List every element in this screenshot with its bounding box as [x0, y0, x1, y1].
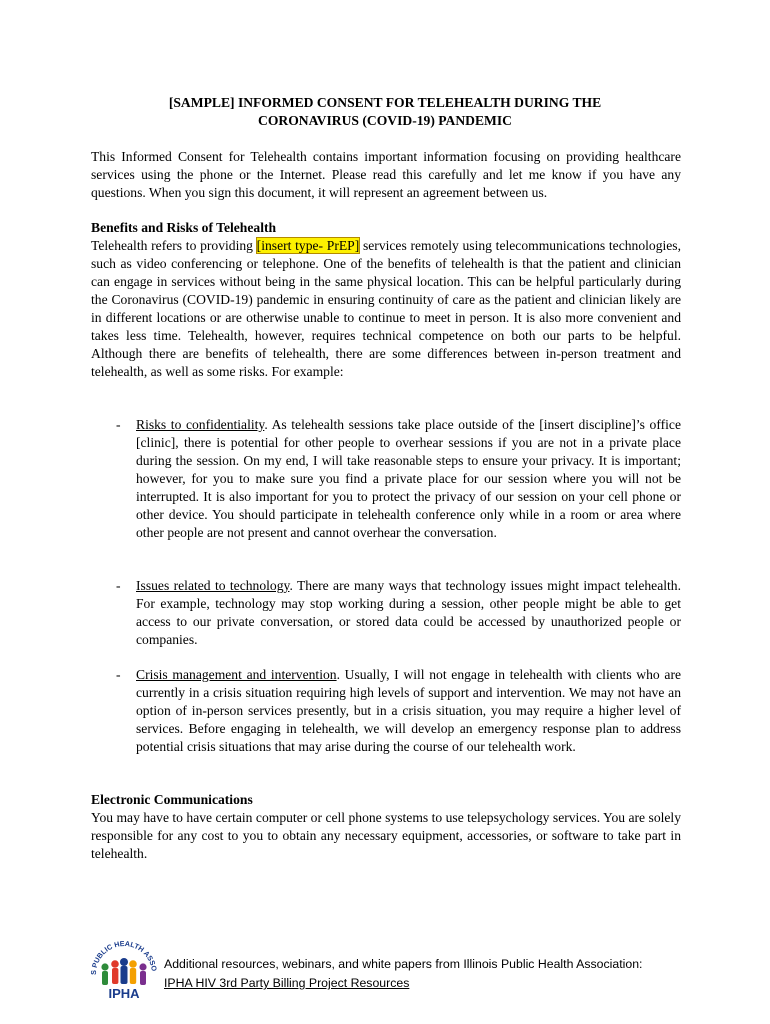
list-item-body: . There are many ways that technology issues might impact telehealth. For example, technology may stop working during a session, other people might be able to get access to our private conversation, or stored data could be accessed by unauthorized people or companies.: [136, 578, 681, 647]
list-item-term: Issues related to technology: [136, 578, 290, 593]
list-item-body: . As telehealth sessions take place outside of the [insert discipline]’s office [clinic], there is potential for other people to overhear sessions if you are not in a private place during the session. On my end, I will take reasonable steps to ensure your privacy. It is important; however, for you to make sure you find a private place for our session where you will not be interrupted. It is also important for you to protect the privacy of our session on your cell phone or other device. You should participate in telehealth conference only while in a room or area where other people are not present and cannot overhear the conversation.: [136, 417, 681, 540]
footer: [164, 955, 642, 993]
title-line-1: [SAMPLE] INFORMED CONSENT FOR TELEHEALTH DURING THE: [168, 95, 602, 110]
title-line-2: CORONAVIRUS (COVID-19) PANDEMIC: [258, 113, 512, 128]
list-dash: -: [116, 667, 121, 682]
logo-wordmark: IPHA: [108, 986, 140, 1001]
benefits-text-after: services remotely using telecommunications technologies, such as video conferencing or telephone. One of the benefits of telehealth is that the patient and clinician can engage in services without being in the same physical location. This can be helpful particularly during the Coronavirus (COVID-19) pandemic in ensuring continuity of care as the patient and clinician likely are in different locations or are otherwise unable to continue to meet in person. It is also more convenient and takes less time. Telehealth, however, requires technical competence on both our parts to be helpful. Although there are benefits of telehealth, there are some differences between in-person treatment and telehealth, as well as some risks. For example:: [91, 238, 681, 379]
list-item-text: [136, 666, 681, 756]
ipha-logo-icon: [88, 934, 160, 1006]
footer-resources-line: Additional resources, webinars, and white papers from Illinois Public Health Association:: [164, 957, 643, 971]
electronic-section: [91, 791, 681, 863]
ipha-logo: [88, 934, 160, 1006]
list-item-body: . Usually, I will not engage in telehealth with clients who are currently in a crisis situation requiring high levels of support and intervention. We may not have an option of in-person services presently, but in a crisis situation, you may require a higher level of services. Before engaging in telehealth, we will develop an emergency response plan to address potential crisis situations that may arise during the course of our telehealth work.: [136, 667, 682, 754]
benefits-section: [91, 219, 681, 381]
list-item-term: Crisis management and intervention: [136, 667, 337, 682]
list-item-text: [136, 577, 681, 649]
list-item-term: Risks to confidentiality: [136, 417, 265, 432]
list-dash: -: [116, 417, 121, 432]
logo-ring-text: S PUBLIC HEALTH ASSO: [88, 938, 159, 976]
document-title: [60, 94, 710, 130]
intro-paragraph: This Informed Consent for Telehealth contains important information focusing on providing healthcare services using the phone or the Internet. Please read this carefully and let me know if you have any questions. When you sign this document, it will represent an agreement between us.: [91, 149, 681, 200]
electronic-heading: Electronic Communications: [91, 792, 253, 807]
footer-resources-link[interactable]: IPHA HIV 3rd Party Billing Project Resources: [164, 976, 410, 990]
electronic-text: You may have to have certain computer or cell phone systems to use telepsychology services. You are solely responsible for any cost to you to obtain any necessary equipment, accessories, or software to take part in telehealth.: [91, 810, 681, 861]
benefits-heading: Benefits and Risks of Telehealth: [91, 220, 277, 235]
placeholder-highlight: [insert type- PrEP]: [256, 238, 360, 253]
benefits-text-before: Telehealth refers to providing: [91, 238, 257, 253]
list-item-text: [136, 416, 681, 542]
list-dash: -: [116, 578, 121, 593]
